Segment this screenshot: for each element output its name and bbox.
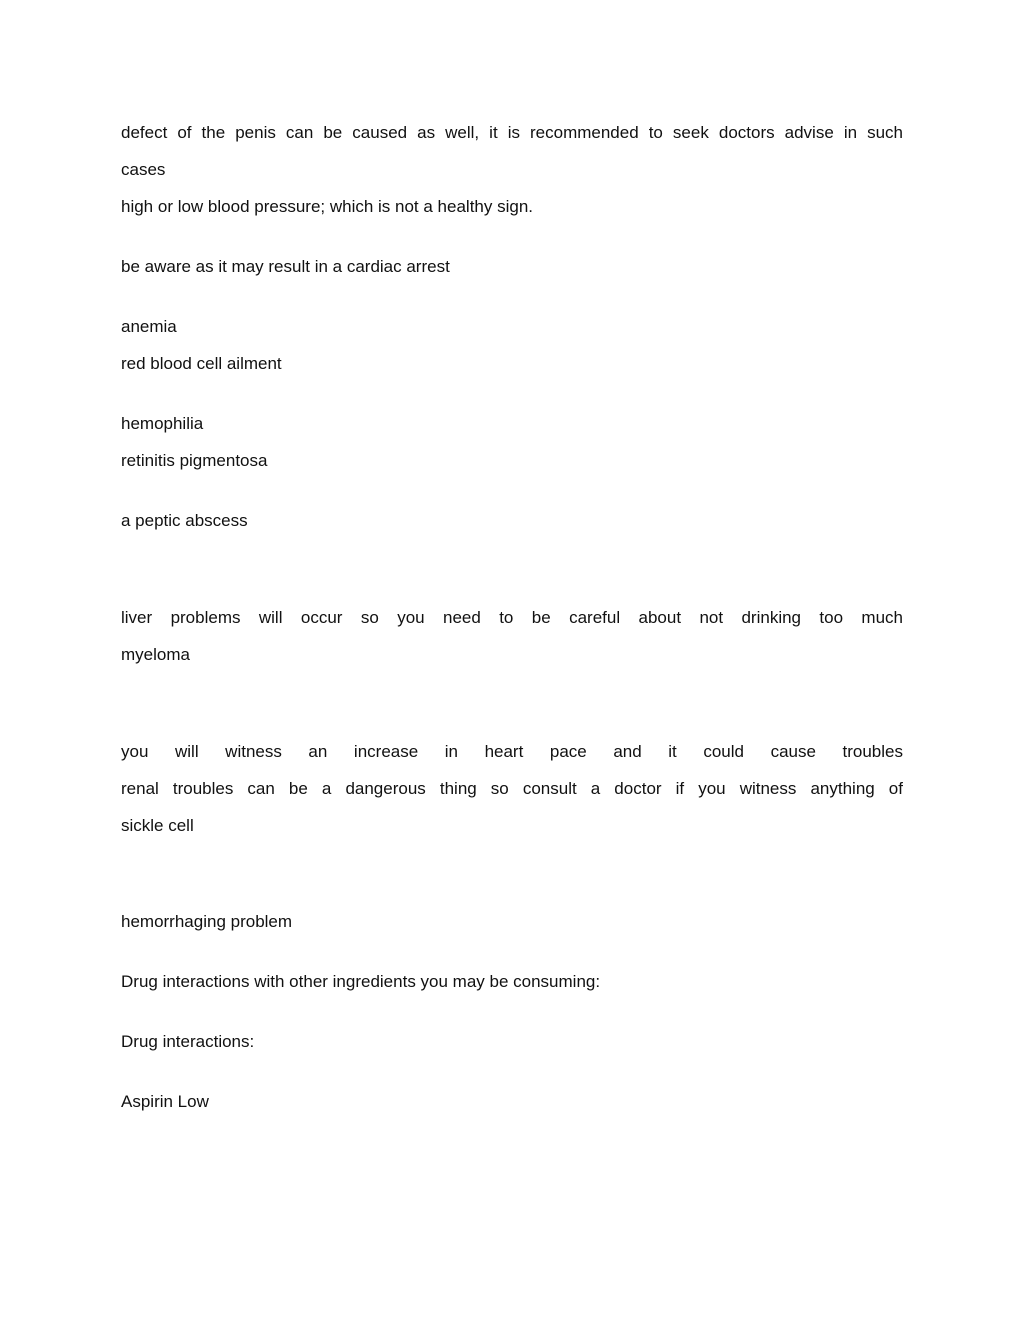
text-line-cases: cases [121,160,166,179]
text-line-drug-interactions-heading: Drug interactions: [121,1032,255,1051]
text-line-blood-pressure: high or low blood pressure; which is not a healthy sign. [121,197,534,216]
text-line-peptic-abscess: a peptic abscess [121,511,248,530]
text-line-aspirin-low: Aspirin Low [121,1092,209,1111]
text-line-red-blood-cell: red blood cell ailment [121,354,282,373]
text-line-retinitis: retinitis pigmentosa [121,451,268,470]
text-line-myeloma: myeloma [121,645,190,664]
text-line-cardiac-arrest: be aware as it may result in a cardiac arrest [121,257,450,276]
text-line-defect-penis: defect of the penis can be caused as well, it is recommended to seek doctors advise in such [121,123,903,142]
text-line-liver-problems: liver problems will occur so you need to be careful about not drinking too much [121,608,903,627]
text-line-hemorrhaging: hemorrhaging problem [121,912,293,931]
text-line-anemia: anemia [121,317,177,336]
text-line-heart-pace: you will witness an increase in heart pace and it could cause troubles [121,742,903,761]
text-line-hemophilia: hemophilia [121,414,204,433]
text-line-renal-troubles: renal troubles can be a dangerous thing so consult a doctor if you witness anything of [121,779,903,798]
text-line-drug-interactions-ingredients: Drug interactions with other ingredients you may be consuming: [121,972,601,991]
text-line-sickle-cell: sickle cell [121,816,194,835]
